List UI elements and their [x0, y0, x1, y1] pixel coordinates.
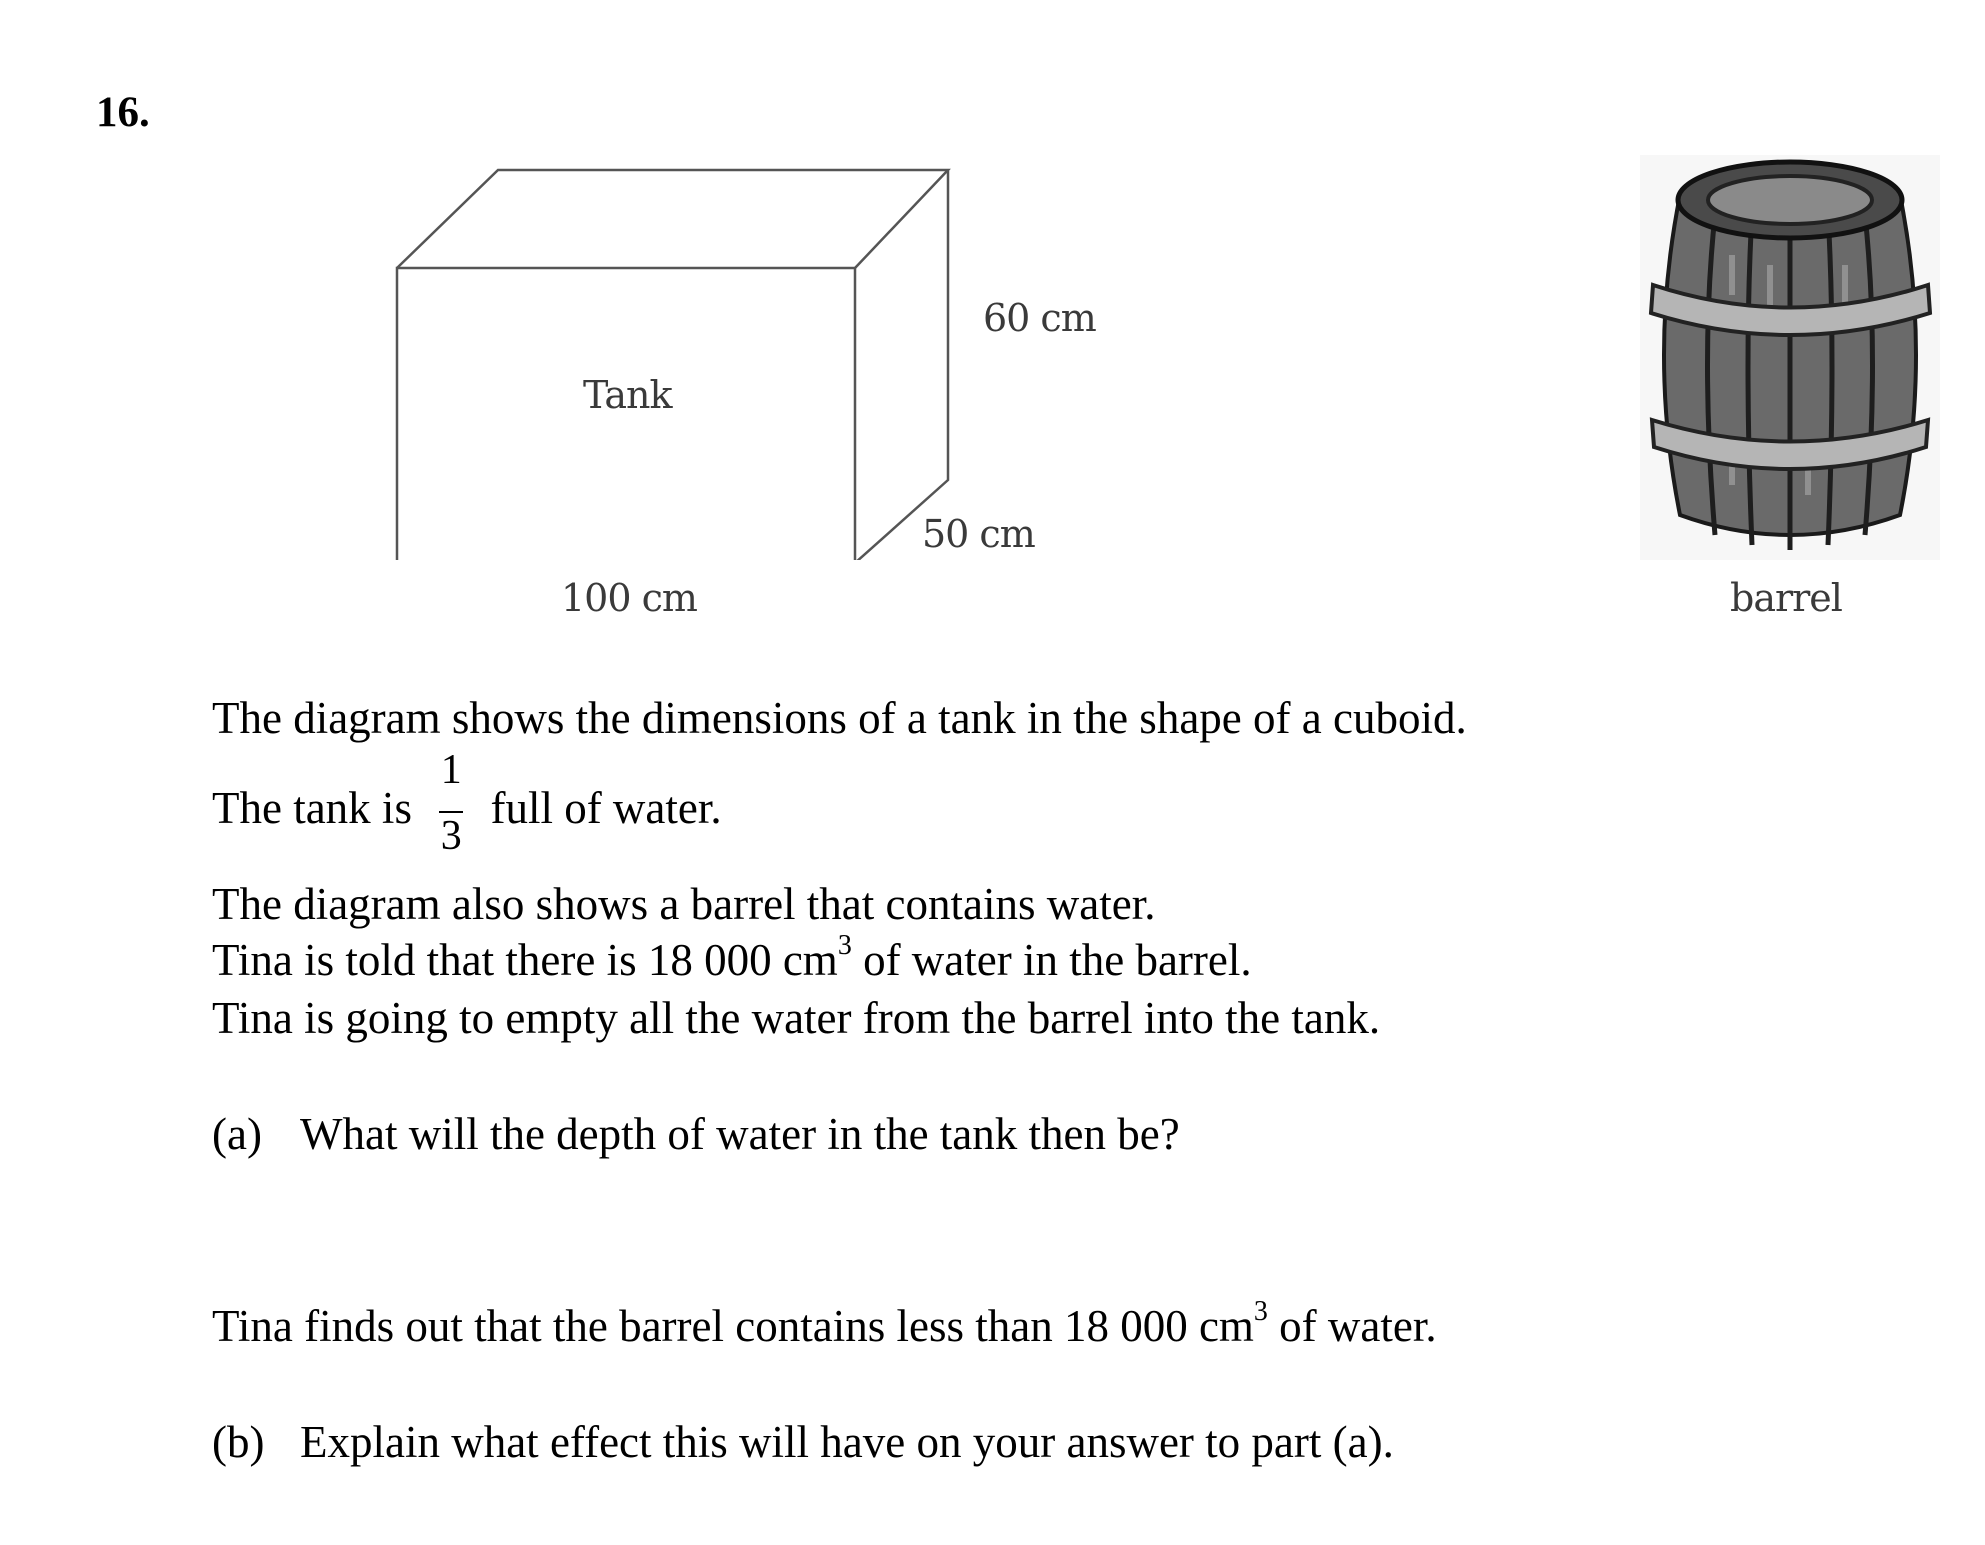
part-a-question: What will the depth of water in the tank then be?: [300, 1109, 1180, 1159]
text-line-2-after: full of water.: [490, 783, 722, 833]
text-line-6-after: of water.: [1267, 1301, 1437, 1351]
fraction-denominator: 3: [440, 812, 462, 859]
barrel-label: barrel: [1730, 576, 1842, 620]
tank-top-face: [397, 170, 948, 268]
text-line-4-before: Tina is told that there is 18 000 cm: [212, 935, 838, 985]
depth-dimension-label: 50 cm: [922, 512, 1035, 556]
height-dimension-label: 60 cm: [983, 296, 1096, 340]
part-a-label: (a): [212, 1109, 262, 1159]
question-number: 16.: [96, 89, 150, 136]
tank-side-face: [855, 170, 948, 560]
text-line-2: [212, 746, 722, 859]
fraction-numerator: 1: [440, 746, 462, 793]
text-line-1: The diagram shows the dimensions of a tank in the shape of a cuboid.: [212, 693, 1467, 743]
fraction-one-third: [431, 746, 471, 859]
text-line-6: [212, 1296, 1437, 1352]
part-b-label: (b): [212, 1417, 265, 1467]
cubic-superscript: 3: [837, 930, 852, 961]
cubic-superscript: 3: [1253, 1296, 1268, 1327]
text-line-6-before: Tina finds out that the barrel contains less than 18 000 cm: [212, 1301, 1254, 1351]
part-b-question: Explain what effect this will have on your answer to part (a).: [300, 1417, 1394, 1467]
text-line-4-after: of water in the barrel.: [851, 935, 1252, 985]
text-line-2-before: The tank is: [212, 783, 412, 833]
tank-label: Tank: [583, 373, 672, 417]
width-dimension-label: 100 cm: [561, 576, 697, 620]
barrel-image: [1640, 155, 1940, 560]
tank-diagram: [390, 160, 960, 560]
text-line-3: The diagram also shows a barrel that contains water.: [212, 879, 1156, 929]
text-line-5: Tina is going to empty all the water from the barrel into the tank.: [212, 993, 1381, 1043]
text-line-4: [212, 930, 1252, 986]
